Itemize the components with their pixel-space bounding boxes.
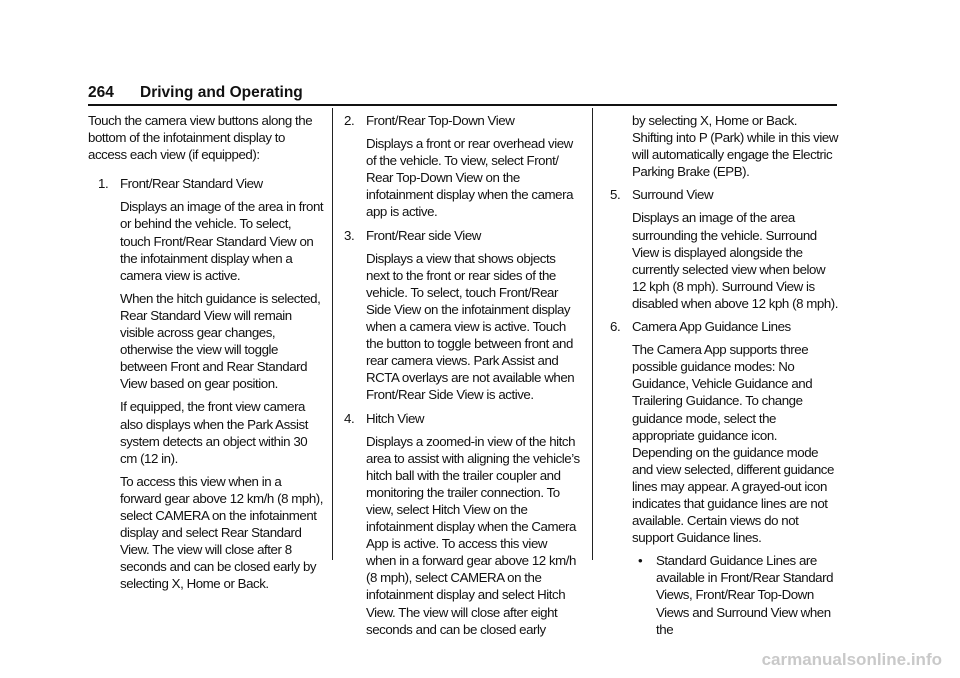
item-title — [344, 227, 580, 244]
item-title — [610, 318, 840, 335]
item-paragraph: Displays an image of the area surrounding the vehicle. Surround View is displayed alongside the currently selected view when below 12 kph (8 mph). Surround View is disabled when above 12 kph (8 mph). — [632, 210, 839, 311]
list-item-3 — [344, 227, 580, 404]
section-title: Driving and Operating — [140, 84, 303, 101]
item-title-text: Camera App Guidance Lines — [632, 319, 791, 335]
list-item-5 — [610, 186, 840, 312]
item-paragraph: Displays a front or rear overhead view of the vehicle. To view, select Front/ Rear Top-Down View on the infotainment display when the camera app is active. — [366, 136, 574, 220]
list-item-4 — [344, 410, 580, 638]
item-title-text: Front/Rear Standard View — [120, 176, 263, 192]
item-paragraph: The Camera App supports three possible guidance modes: No Guidance, Vehicle Guidance and Trailering Guidance. To change guidance mode, select the appropriate guidance icon. Depending on the guidance mode and view selected, different guidance lines may appear. A grayed-out icon indicates that guidance lines are not available. Certain views do not support Guidance lines. — [632, 342, 834, 546]
column-2 — [344, 112, 580, 638]
item-paragraph: If equipped, the front view camera also displays when the Park Assist system detects an object within 30 cm (12 in). — [120, 399, 308, 466]
continued-paragraph: by selecting X, Home or Back. Shifting into P (Park) while in this view will automatically engage the Electric Parking Brake (EPB). — [632, 113, 838, 180]
item-number: 4. — [344, 410, 355, 426]
item-number: 5. — [610, 187, 621, 203]
item-title-text: Surround View — [632, 187, 714, 203]
item-title-text: Front/Rear side View — [366, 227, 481, 243]
intro-paragraph: Touch the camera view buttons along the bottom of the infotainment display to access each view (if equipped): — [88, 113, 313, 163]
column-divider — [332, 108, 333, 560]
bullet-item — [610, 552, 840, 637]
watermark: carmanualsonline.info — [761, 650, 942, 669]
column-3 — [610, 112, 840, 638]
list-item-2 — [344, 112, 580, 221]
bullet-icon: • — [638, 553, 643, 569]
item-title-text: Hitch View — [366, 410, 425, 426]
item-paragraph: Displays a view that shows objects next to the front or rear sides of the vehicle. To select, touch Front/Rear Side View on the infotainment display when a camera view is active. Touch the button to toggle between front and rear camera views. Park Assist and RCTA overlays are not available when Front/Rear Side View is active. — [366, 250, 575, 403]
item-title-text: Front/Rear Top-Down View — [366, 113, 515, 128]
item-number: 3. — [344, 227, 355, 243]
item-title — [344, 112, 580, 129]
item-paragraph: When the hitch guidance is selected, Rear Standard View will remain visible across gear changes, otherwise the view will toggle between Front and Rear Standard View based on gear position. — [120, 290, 321, 392]
item-title — [610, 186, 840, 203]
item-number: 2. — [344, 113, 355, 128]
column-1 — [88, 112, 324, 592]
list-item-6 — [610, 318, 840, 638]
item-number: 6. — [610, 319, 621, 335]
item-paragraph: Displays a zoomed-in view of the hitch area to assist with aligning the vehicle’s hitch ball with the trailer coupler and monitoring the trailer connection. To view, select Hitch View on the infotainment display when the Camera App is active. To access this view when in a forward gear above 12 km/h (8 mph), select CAMERA on the infotainment display and select Hitch View. The view will close after eight seconds and can be closed early — [366, 433, 580, 637]
item-title — [88, 175, 324, 192]
bullet-text: Standard Guidance Lines are available in Front/Rear Standard Views, Front/Rear Top-Down Views and Surround View when the — [656, 553, 834, 637]
item-paragraph: To access this view when in a forward gear above 12 km/h (8 mph), select CAMERA on the infotainment display and select Rear Standard View. The view will close after 8 seconds and can be closed early by selecting X, Home or Back. — [120, 473, 324, 592]
page-header — [88, 82, 837, 106]
page-number: 264 — [88, 84, 114, 101]
item-paragraph: Displays an image of the area in front or behind the vehicle. To select, touch Front/Rear Standard View on the infotainment display when a camera view is active. — [120, 199, 324, 283]
item-number: 1. — [98, 176, 109, 192]
list-item-1 — [88, 175, 324, 592]
column-divider — [592, 108, 593, 560]
item-title — [344, 410, 580, 427]
